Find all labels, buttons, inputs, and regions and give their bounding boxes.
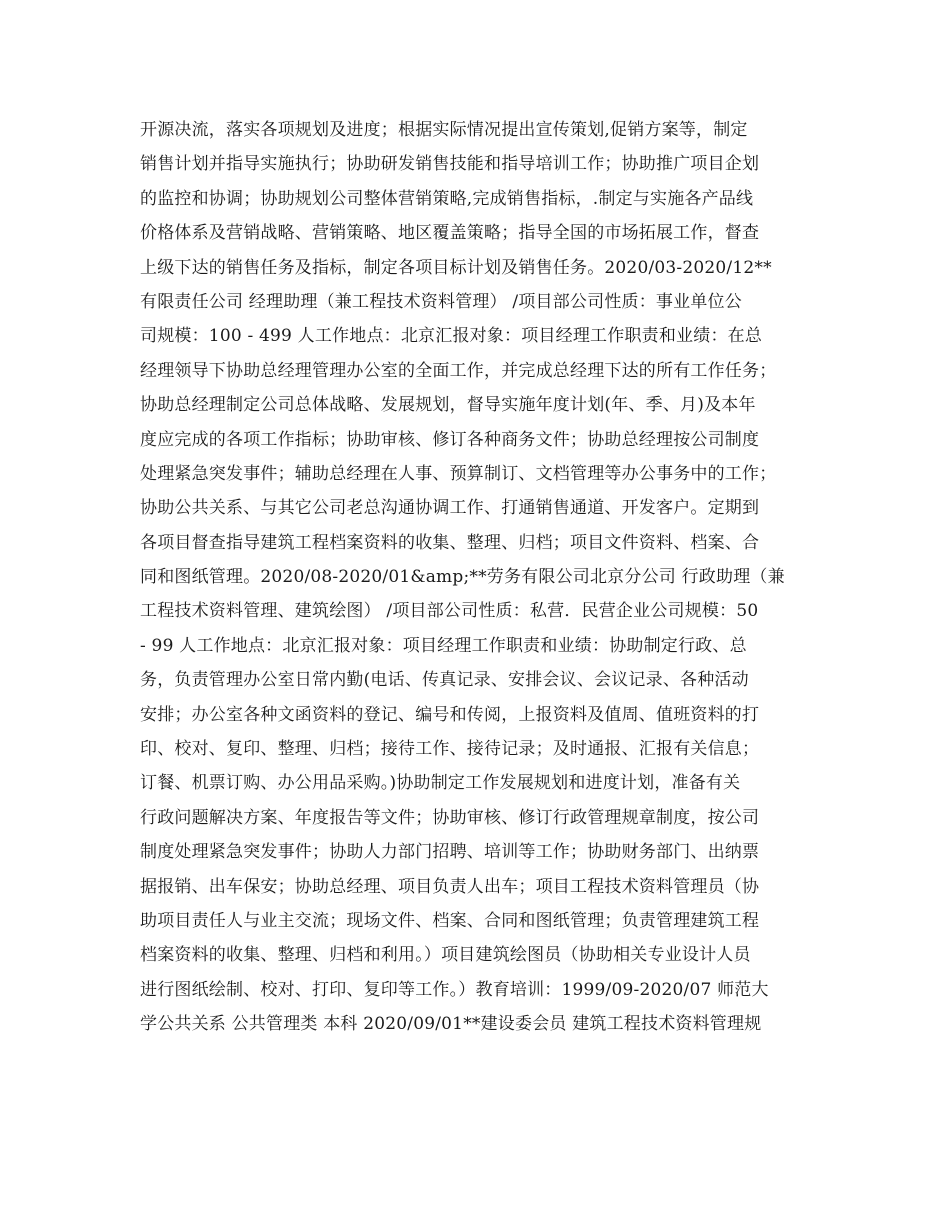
text-line: 据报销、出车保安；协助总经理、项目负责人出车；项目工程技术资料管理员（协 [140,876,760,897]
text-line: 度应完成的各项工作指标；协助审核、修订各种商务文件；协助总经理按公司制度 [140,429,760,450]
text-line: 助项目责任人与业主交流；现场文件、档案、合同和图纸管理；负责管理建筑工程 [140,910,760,931]
text-line: 的监控和协调；协助规划公司整体营销策略,完成销售指标，.制定与实施各产品线 [140,188,754,209]
text-line: 司规模：100 - 499 人工作地点：北京汇报对象：项目经理工作职责和业绩：在总 [140,326,763,347]
text-line: 安排；办公室各种文函资料的登记、编号和传阅，上报资料及值周、值班资料的打 [140,704,760,725]
text-line: 有限责任公司 经理助理（兼工程技术资料管理） /项目部公司性质：事业单位公 [140,291,742,312]
text-line: 档案资料的收集、整理、归档和利用。）项目建筑绘图员（协助相关专业设计人员 [140,945,751,966]
text-line: 协助总经理制定公司总体战略、发展规划，督导实施年度计划(年、季、月)及本年 [140,395,756,416]
text-line: 经理领导下协助总经理管理办公室的全面工作，并完成总经理下达的所有工作任务； [140,360,777,381]
text-line: 学公共关系 公共管理类 本科 2020/09/01**建设委会员 建筑工程技术资料管理规 [140,1014,762,1035]
text-line: 同和图纸管理。2020/08-2020/01&amp;**劳务有限公司北京分公司 行政助理（兼 [140,567,785,588]
text-line: 协助公共关系、与其它公司老总沟通协调工作、打通销售通道、开发客户。定期到 [140,498,760,519]
text-line: 处理紧急突发事件；辅助总经理在人事、预算制订、文档管理等办公事务中的工作； [140,463,777,484]
text-line: 销售计划并指导实施执行；协助研发销售技能和指导培训工作；协助推广项目企划 [140,154,760,175]
text-line: 行政问题解决方案、年度报告等文件；协助审核、修订行政管理规章制度，按公司 [140,807,760,828]
text-line: 进行图纸绘制、校对、打印、复印等工作。）教育培训：1999/09-2020/07 师范大 [140,979,769,1000]
text-line: 各项目督查指导建筑工程档案资料的收集、整理、归档；项目文件资料、档案、合 [140,532,760,553]
text-line: 务，负责管理办公室日常内勤(电话、传真记录、安排会议、会议记录、各种活动 [140,670,749,691]
text-line: 工程技术资料管理、建筑绘图） /项目部公司性质：私营．民营企业公司规模：50 [140,601,759,622]
text-line: 开源决流，落实各项规划及进度；根据实际情况提出宣传策划,促销方案等，制定 [140,120,748,140]
text-line: 订餐、机票订购、办公用品采购。)协助制定工作发展规划和进度计划，准备有关 [140,773,741,794]
text-line: - 99 人工作地点：北京汇报对象：项目经理工作职责和业绩：协助制定行政、总 [140,635,747,656]
text-line: 制度处理紧急突发事件；协助人力部门招聘、培训等工作；协助财务部门、出纳票 [140,842,760,863]
document-body [140,113,820,1042]
text-line: 印、校对、复印、整理、归档；接待工作、接待记录；及时通报、汇报有关信息； [140,739,760,760]
text-line: 上级下达的销售任务及指标，制定各项目标计划及销售任务。2020/03-2020/12** [140,257,772,278]
text-line: 价格体系及营销战略、营销策略、地区覆盖策略；指导全国的市场拓展工作，督查 [140,223,760,244]
